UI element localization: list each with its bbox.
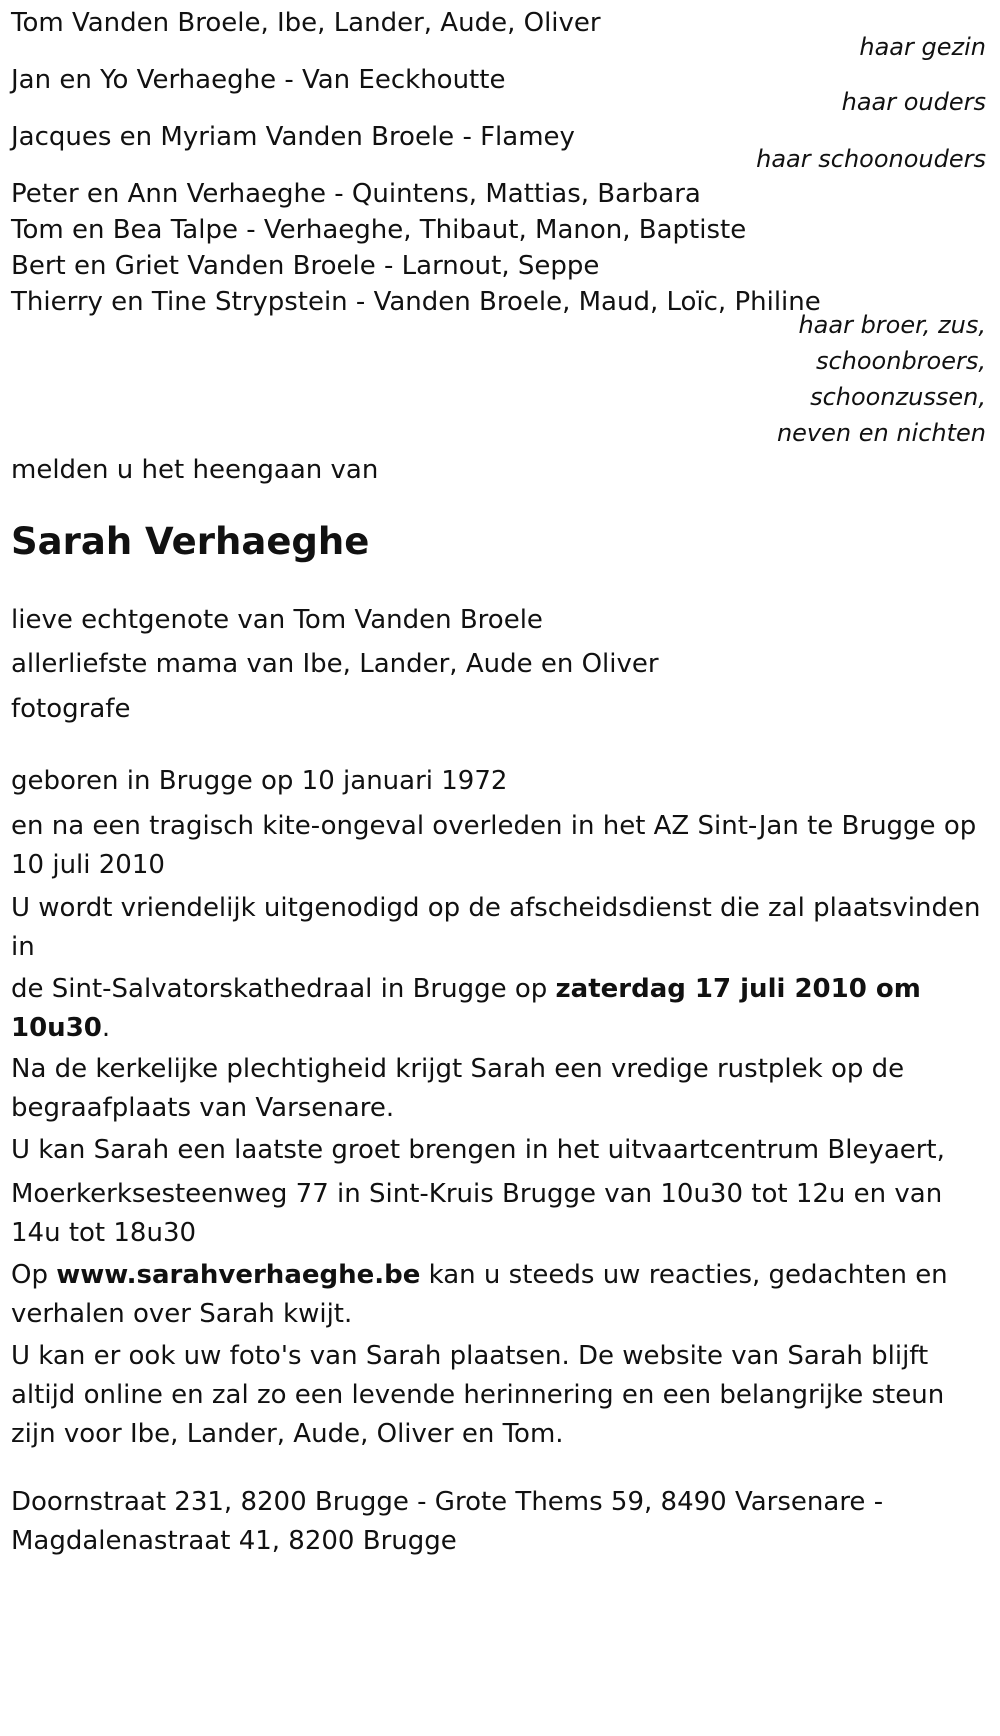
- addresses-text: Doornstraat 231, 8200 Brugge - Grote Thems 59, 8490 Varsenare - Magdalenastraat 41, 8200 Brugge: [11, 1487, 884, 1556]
- website-link[interactable]: www.sarahverhaeghe.be: [56, 1260, 421, 1290]
- family-sibling-line: Bert en Griet Vanden Broele - Larnout, Seppe: [11, 251, 600, 281]
- visit-text-line1: U kan Sarah een laatste groet brengen in het uitvaartcentrum Bleyaert,: [11, 1135, 945, 1165]
- family-siblings-role: schoonbroers,: [815, 347, 986, 375]
- family-gezin-role: haar gezin: [859, 33, 986, 61]
- description-line: allerliefste mama van Ibe, Lander, Aude en Oliver: [11, 649, 659, 679]
- burial-text: Na de kerkelijke plechtigheid krijgt Sarah een vredige rustplek op de begraafplaats van Varsenare.: [11, 1054, 905, 1123]
- family-sibling-line: Peter en Ann Verhaeghe - Quintens, Mattias, Barbara: [11, 179, 701, 209]
- invitation-text: U wordt vriendelijk uitgenodigd op de afscheidsdienst die zal plaatsvinden in: [11, 893, 981, 962]
- ceremony-prefix: de Sint-Salvatorskathedraal in Brugge op: [11, 974, 556, 1004]
- photos-text: U kan er ook uw foto's van Sarah plaatsen. De website van Sarah blijft altijd online en zal zo een levende herinnering en een belangrijke steun zijn voor Ibe, Lander, Aude, Oliver en Tom.: [11, 1341, 945, 1449]
- website-prefix: Op: [11, 1260, 57, 1290]
- family-gezin-names: Tom Vanden Broele, Ibe, Lander, Aude, Oliver: [11, 8, 601, 38]
- born-text: geboren in Brugge op 10 januari 1972: [11, 766, 508, 796]
- family-sibling-line: Tom en Bea Talpe - Verhaeghe, Thibaut, Manon, Baptiste: [11, 215, 747, 245]
- ceremony-text: [11, 970, 986, 1048]
- deceased-name: Sarah Verhaeghe: [11, 520, 370, 563]
- family-siblings-role: haar broer, zus,: [798, 311, 986, 339]
- description-line: fotografe: [11, 694, 131, 724]
- family-ouders-role: haar ouders: [841, 88, 986, 116]
- website-text: [11, 1256, 986, 1334]
- family-siblings-role: neven en nichten: [776, 419, 986, 447]
- family-schoonouders-role: haar schoonouders: [756, 145, 986, 173]
- ceremony-suffix: .: [101, 1013, 111, 1043]
- website-suffix: kan u steeds uw reacties, gedachten en verhalen over Sarah kwijt.: [11, 1260, 948, 1329]
- family-ouders-names: Jan en Yo Verhaeghe - Van Eeckhoutte: [11, 65, 506, 95]
- description-line: lieve echtgenote van Tom Vanden Broele: [11, 605, 543, 635]
- family-siblings-role: schoonzussen,: [810, 383, 986, 411]
- family-sibling-line: Thierry en Tine Strypstein - Vanden Broele, Maud, Loïc, Philine: [11, 287, 821, 317]
- announcement-text: melden u het heengaan van: [11, 455, 379, 485]
- died-text: en na een tragisch kite-ongeval overleden in het AZ Sint-Jan te Brugge op 10 juli 2010: [11, 811, 977, 880]
- ceremony-datetime: zaterdag 17 juli 2010 om 10u30: [11, 974, 921, 1043]
- visit-text-line2: Moerkerksesteenweg 77 in Sint-Kruis Brugge van 10u30 tot 12u en van 14u tot 18u30: [11, 1179, 943, 1248]
- family-schoonouders-names: Jacques en Myriam Vanden Broele - Flamey: [11, 122, 575, 152]
